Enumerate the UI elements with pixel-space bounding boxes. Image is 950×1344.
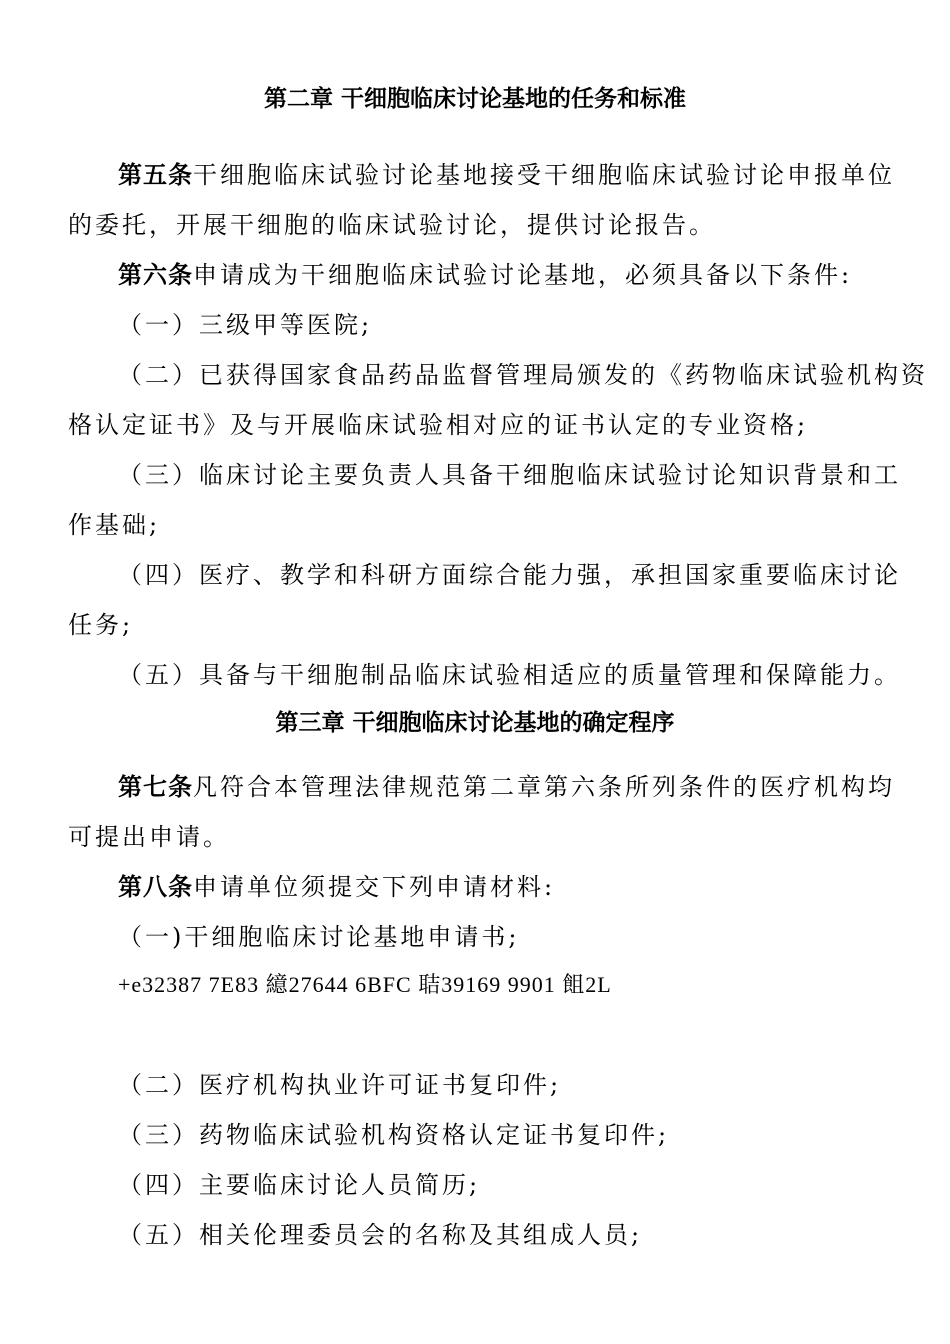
chapter-2-heading: 第二章 干细胞临床讨论基地的任务和标准 — [263, 86, 686, 112]
article-5-line-2: 的委托，开展干细胞的临床试验讨论，提供讨论报告。 — [68, 211, 716, 239]
article-6-item-1: （一）三级甲等医院; — [118, 311, 373, 339]
article-5-text-1: 干细胞临床试验讨论基地接受干细胞临床试验讨论申报单位 — [193, 161, 895, 189]
article-8-item-1: （一)干细胞临床讨论基地申请书; — [118, 923, 520, 951]
article-5-label: 第五条 — [118, 161, 193, 189]
article-6-item-2-line-1: （二）已获得国家食品药品监督管理局颁发的《药物临床试验机构资 — [118, 361, 928, 389]
article-8-line-1 — [118, 870, 883, 904]
article-6-item-4-line-1: （四）医疗、教学和科研方面综合能力强，承担国家重要临床讨论 — [118, 561, 901, 589]
article-8-item-4: （四）主要临床讨论人员简历; — [118, 1171, 481, 1199]
chapter-3-heading: 第三章 干细胞临床讨论基地的确定程序 — [275, 710, 675, 736]
article-8-label: 第八条 — [118, 873, 193, 901]
article-6-item-3-line-2: 作基础; — [68, 511, 161, 539]
article-8-text-1: 申请单位须提交下列申请材料: — [193, 873, 556, 901]
article-7-line-1 — [118, 770, 895, 804]
article-6-item-2-line-2: 格认定证书》及与开展临床试验相对应的证书认定的专业资格; — [68, 411, 809, 439]
article-6-line-1 — [118, 258, 883, 292]
article-5-line-1 — [118, 158, 895, 192]
article-8-item-2: （二）医疗机构执业许可证书复印件; — [118, 1071, 562, 1099]
garbled-code-line: +e32387 7E83 繶27644 6BFC 聐39169 9901 飷2L — [118, 972, 612, 997]
article-6-item-3-line-1: （三）临床讨论主要负责人具备干细胞临床试验讨论知识背景和工 — [118, 461, 901, 489]
article-6-label: 第六条 — [118, 261, 193, 289]
article-7-label: 第七条 — [118, 773, 193, 801]
article-6-item-4-line-2: 任务; — [68, 611, 134, 639]
article-6-item-5: （五）具备与干细胞制品临床试验相适应的质量管理和保障能力。 — [118, 661, 901, 689]
article-8-item-3: （三）药物临床试验机构资格认定证书复印件; — [118, 1121, 670, 1149]
article-7-line-2: 可提出申请。 — [68, 823, 230, 851]
article-8-item-5: （五）相关伦理委员会的名称及其组成人员; — [118, 1221, 643, 1249]
article-6-text-1: 申请成为干细胞临床试验讨论基地，必须具备以下条件: — [193, 261, 853, 289]
article-7-text-1: 凡符合本管理法律规范第二章第六条所列条件的医疗机构均 — [193, 773, 895, 801]
